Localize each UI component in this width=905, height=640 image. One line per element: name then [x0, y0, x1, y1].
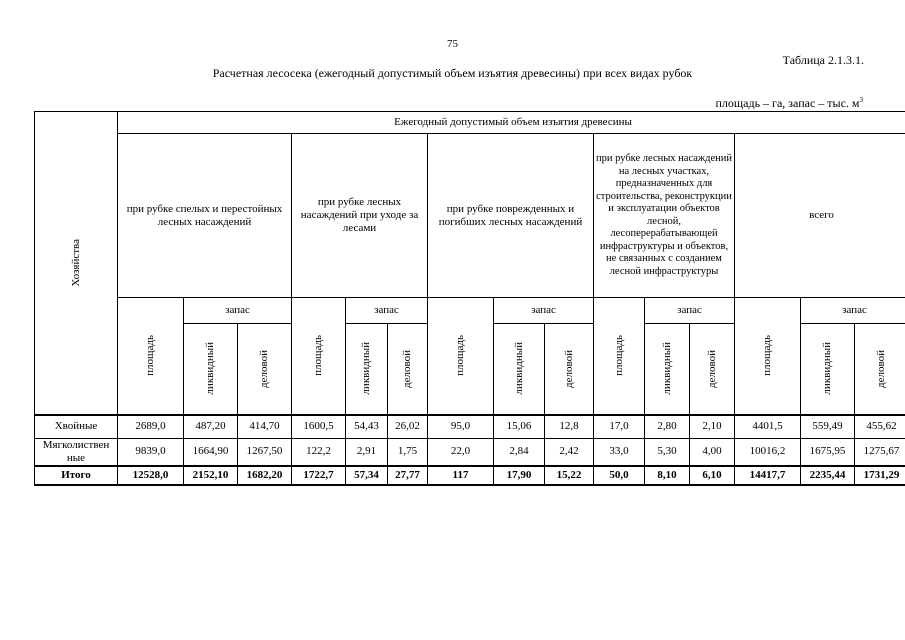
liquid-stock-label: ликвидный	[204, 342, 216, 396]
business-stock-label: деловой	[705, 349, 718, 388]
liquid-stock-label: ликвидный	[512, 342, 525, 396]
business-stock-header	[690, 324, 735, 415]
table-cell: 2,10	[690, 415, 735, 439]
farm-header-label: Хозяйства	[69, 238, 82, 287]
table-cell: 50,0	[594, 466, 645, 485]
area-header-label: площадь	[761, 335, 773, 377]
table-cell: 22,0	[428, 438, 494, 466]
area-header-label: площадь	[144, 335, 156, 377]
table-cell: 122,2	[292, 438, 346, 466]
table-row	[35, 415, 905, 439]
table-label: Таблица 2.1.3.1.	[782, 53, 864, 67]
stock-header: запас	[184, 298, 292, 324]
area-header	[735, 298, 801, 415]
table-cell: 4,00	[690, 438, 735, 466]
liquid-stock-label: ликвидный	[821, 342, 833, 396]
area-header	[292, 298, 346, 415]
farm-header	[35, 112, 118, 415]
table-cell: 1267,50	[238, 438, 292, 466]
area-header	[594, 298, 645, 415]
table-cell: 2152,10	[184, 466, 238, 485]
table-cell: 12,8	[545, 415, 594, 439]
liquid-stock-header	[494, 324, 545, 415]
area-header-label: площадь	[454, 335, 466, 377]
table-cell: 54,43	[346, 415, 388, 439]
business-stock-label: деловой	[401, 349, 413, 388]
table-cell: 15,22	[545, 466, 594, 485]
stock-header: запас	[645, 298, 735, 324]
business-stock-label: деловой	[562, 349, 575, 388]
table-cell: 17,0	[594, 415, 645, 439]
group-header-mature: при рубке спелых и перестойных лесных насаждений	[118, 134, 292, 298]
table-cell: 117	[428, 466, 494, 485]
area-header-label: площадь	[612, 335, 625, 377]
stock-header: запас	[801, 298, 905, 324]
table-cell: 14417,7	[735, 466, 801, 485]
table-cell: 6,10	[690, 466, 735, 485]
group-header-care: при рубке лесных насаждений при уходе за лесами	[292, 134, 428, 298]
business-stock-label: деловой	[875, 349, 888, 388]
table-cell: 1675,95	[801, 438, 855, 466]
units-note	[715, 96, 863, 111]
page-number: 75	[447, 38, 458, 50]
area-header	[118, 298, 184, 415]
row-label: Мягколиственные	[35, 438, 118, 466]
felling-table	[34, 111, 905, 486]
table-cell: 2,42	[545, 438, 594, 466]
table-cell: 2,84	[494, 438, 545, 466]
table-cell: 1600,5	[292, 415, 346, 439]
table-cell: 15,06	[494, 415, 545, 439]
table-cell: 12528,0	[118, 466, 184, 485]
liquid-stock-header	[801, 324, 855, 415]
table-cell: 1,75	[388, 438, 428, 466]
table-cell: 2235,44	[801, 466, 855, 485]
table-cell: 8,10	[645, 466, 690, 485]
table-cell: 1664,90	[184, 438, 238, 466]
table-cell: 33,0	[594, 438, 645, 466]
table-cell: 1722,7	[292, 466, 346, 485]
table-cell: 1275,67	[855, 438, 905, 466]
table-cell: 9839,0	[118, 438, 184, 466]
table-cell: 487,20	[184, 415, 238, 439]
business-stock-label: деловой	[258, 349, 270, 388]
table-cell: 559,49	[801, 415, 855, 439]
table-cell: 414,70	[238, 415, 292, 439]
liquid-stock-label: ликвидный	[660, 342, 673, 396]
table-cell: 4401,5	[735, 415, 801, 439]
table-cell: 95,0	[428, 415, 494, 439]
overall-header: Ежегодный допустимый объем изъятия древесины	[118, 112, 905, 134]
liquid-stock-label: ликвидный	[360, 342, 372, 396]
table-cell: 2,91	[346, 438, 388, 466]
row-label: Хвойные	[35, 415, 118, 439]
table-cell: 1682,20	[238, 466, 292, 485]
stock-header: запас	[494, 298, 594, 324]
business-stock-header	[388, 324, 428, 415]
liquid-stock-header	[184, 324, 238, 415]
group-header-total: всего	[735, 134, 905, 298]
table-cell: 27,77	[388, 466, 428, 485]
table-cell: 26,02	[388, 415, 428, 439]
table-cell: 57,34	[346, 466, 388, 485]
area-header-label: площадь	[312, 335, 324, 377]
table-title: Расчетная лесосека (ежегодный допустимый объем изъятия древесины) при всех видах рубок	[212, 66, 693, 80]
table-cell: 10016,2	[735, 438, 801, 466]
business-stock-header	[545, 324, 594, 415]
units-text: площадь – га, запас – тыс. м	[715, 96, 860, 110]
total-row	[35, 466, 905, 485]
table-row	[35, 438, 905, 466]
area-header	[428, 298, 494, 415]
table-cell: 1731,29	[855, 466, 905, 485]
group-header-damaged: при рубке поврежденных и погибших лесных насаждений	[428, 134, 594, 298]
liquid-stock-header	[346, 324, 388, 415]
row-label: Итого	[35, 466, 118, 485]
table-cell: 2689,0	[118, 415, 184, 439]
units-superscript: 3	[859, 96, 863, 104]
business-stock-header	[238, 324, 292, 415]
liquid-stock-header	[645, 324, 690, 415]
table-cell: 17,90	[494, 466, 545, 485]
table-cell: 2,80	[645, 415, 690, 439]
business-stock-header	[855, 324, 905, 415]
stock-header: запас	[346, 298, 428, 324]
table-cell: 455,62	[855, 415, 905, 439]
table-cell: 5,30	[645, 438, 690, 466]
group-header-construction: при рубке лесных насаждений на лесных участках, предназначенных для строительства, реконструкции и эксплуатации объектов лесной, лесоперерабатывающей инфраструктуры и объектов, не связанных с созданием лесной инфраструктуры	[594, 134, 735, 298]
